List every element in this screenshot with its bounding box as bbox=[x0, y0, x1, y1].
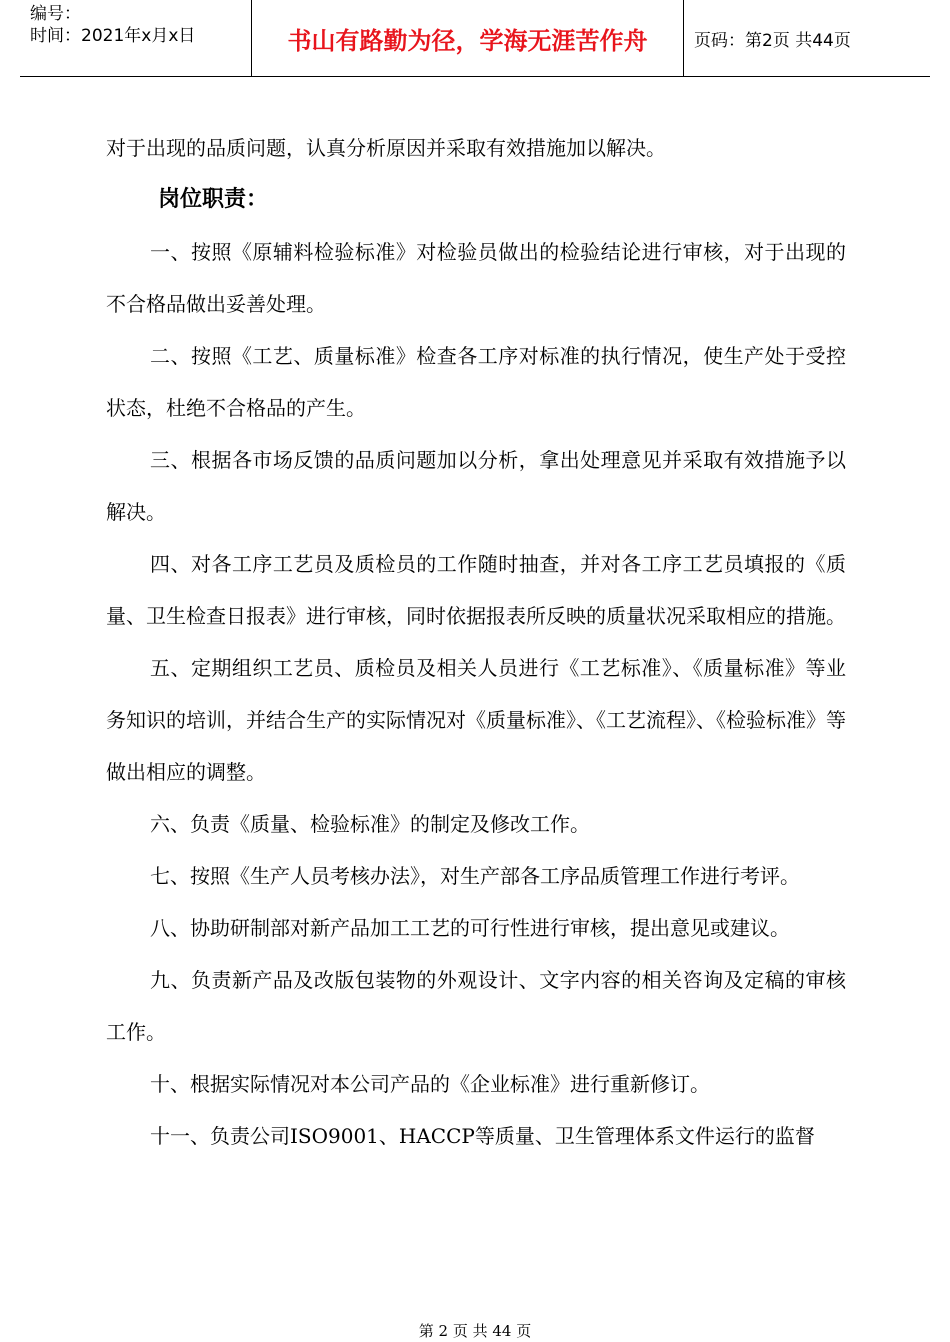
document-number-label: 编号： bbox=[30, 4, 81, 24]
document-body bbox=[106, 122, 846, 1162]
duty-item-4: 四、对各工序工艺员及质检员的工作随时抽查，并对各工序工艺员填报的《质量、卫生检查日报表》进行审核，同时依据报表所反映的质量状况采取相应的措施。 bbox=[106, 552, 846, 628]
duty-item-10: 十、根据实际情况对本公司产品的《企业标准》进行重新修订。 bbox=[150, 1072, 710, 1096]
duty-item-6: 六、负责《质量、检验标准》的制定及修改工作。 bbox=[150, 812, 590, 836]
duty-item-3: 三、根据各市场反馈的品质问题加以分析，拿出处理意见并采取有效措施予以解决。 bbox=[106, 448, 846, 524]
duty-item-11: 十一、负责公司ISO9001、HACCP等质量、卫生管理体系文件运行的监督 bbox=[150, 1124, 815, 1148]
duty-item-5: 五、定期组织工艺员、质检员及相关人员进行《工艺标准》、《质量标准》等业务知识的培训，并结合生产的实际情况对《质量标准》、《工艺流程》、《检验标准》等做出相应的调整。 bbox=[106, 656, 846, 784]
intro-paragraph: 对于出现的品质问题，认真分析原因并采取有效措施加以解决。 bbox=[106, 136, 666, 160]
header-page-number: 页码：第2页 共44页 bbox=[694, 30, 851, 51]
page-footer: 第 2 页 共 44 页 bbox=[418, 1322, 532, 1340]
document-date: 时间：2021年x月x日 bbox=[30, 26, 196, 46]
duty-item-1: 一、按照《原辅料检验标准》对检验员做出的检验结论进行审核，对于出现的不合格品做出妥善处理。 bbox=[106, 240, 846, 316]
duty-item-2: 二、按照《工艺、质量标准》检查各工序对标准的执行情况，使生产处于受控状态，杜绝不合格品的产生。 bbox=[106, 344, 846, 420]
page-header bbox=[20, 0, 930, 77]
duty-item-9: 九、负责新产品及改版包装物的外观设计、文字内容的相关咨询及定稿的审核工作。 bbox=[106, 968, 846, 1044]
duty-item-7: 七、按照《生产人员考核办法》，对生产部各工序品质管理工作进行考评。 bbox=[150, 864, 800, 888]
header-motto: 书山有路勤为径，学海无涯苦作舟 bbox=[252, 0, 684, 76]
section-heading: 岗位职责： bbox=[158, 187, 269, 212]
header-meta bbox=[20, 0, 252, 76]
duty-item-8: 八、协助研制部对新产品加工工艺的可行性进行审核，提出意见或建议。 bbox=[150, 916, 790, 940]
